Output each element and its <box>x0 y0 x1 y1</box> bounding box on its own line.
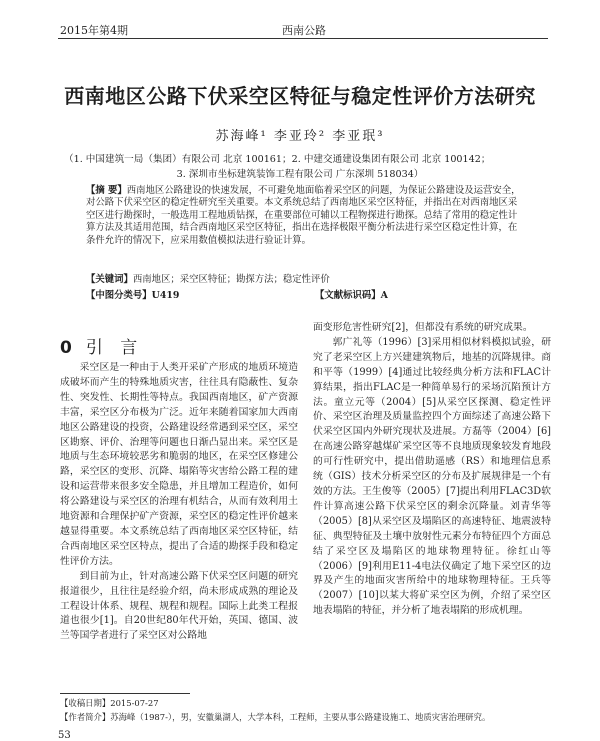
section-heading <box>60 333 143 358</box>
affiliation-line-2: 3. 深圳市坐标建筑装饰工程有限公司 广东深圳 518034） <box>176 169 424 180</box>
abstract <box>86 185 526 247</box>
journal-name: 西南公路 <box>282 24 326 37</box>
paragraph: 到目前为止，针对高速公路下伏采空区问题的研究报道很少，且往往是经验介绍，尚未形成成熟的理论及工程设计体系、规程、规程和规程。国际上此类工程报道也很少[1]。自20世纪80年代开始，英国、德国、波兰等国学者进行了采空区对公路地 <box>60 570 298 642</box>
section-number: 0 <box>60 338 72 358</box>
doc-code-value: A <box>380 290 388 301</box>
footnote-rule <box>60 693 190 694</box>
received-date: 【收稿日期】2015-07-27 <box>60 698 159 708</box>
authors: 苏海峰¹ 李亚玲² 李亚珉³ <box>215 129 385 144</box>
affiliation-line-1: （1. 中国建筑一局（集团）有限公司 北京 100161；2. 中建交通建设集团有限公司 北京 100142； <box>64 154 491 165</box>
classification-value: U419 <box>151 290 180 301</box>
classification-label: 【中图分类号】 <box>86 290 152 301</box>
keywords <box>86 271 526 285</box>
section-title: 引 言 <box>85 338 144 358</box>
header-rule <box>58 38 548 39</box>
author-info: 【作者简介】苏海峰（1987-），男，安徽巢湖人，大学本科，工程师，主要从事公路建设施工、地质灾害治理研究。 <box>60 712 491 722</box>
article-title: 西南地区公路下伏采空区特征与稳定性评价方法研究 <box>64 84 536 108</box>
keywords-text: 西南地区；采空区特征；勘探方法；稳定性评价 <box>132 274 330 285</box>
doc-code-label: 【文献标识码】 <box>315 290 381 301</box>
issue-label: 2015年第4期 <box>60 24 128 37</box>
page-number: 53 <box>58 730 71 741</box>
abstract-text: 西南地区公路建设的快速发展，不可避免地面临着采空区的问题，为保证公路建设及运营安全，对公路下伏采空区的稳定性研究至关重要。本文系统总结了西南地区采空区特征，并指出在对西南地区采空区进行勘探时，一般选用工程地质钻探，在重要部位可辅以工程物探进行勘探。总结了常用的稳定性计算方法及其适用范围，结合西南地区采空区特征，指出在选择极限平衡分析法进行采空区稳定性计算，在条件允许的情况下，应采用数值模拟法进行验证计算。 <box>86 185 521 246</box>
classification <box>86 287 179 301</box>
body-right-column <box>313 321 551 619</box>
paragraph: 面变形危害性研究[2]，但都没有系统的研究成果。 <box>313 322 533 333</box>
document-code <box>315 287 388 301</box>
paragraph: 郭广礼等（1996）[3]采用相似材料模拟试验，研究了老采空区上方兴建建筑物后，地基的沉降规律。商和平等（1999）[4]通过比较经典分析方法和FLAC计算结果，指出FLAC是一种简单易行的采场沉陷预计方法。童立元等（2004）[5]从采空区探测、稳定性评价、采空区治理及质量监控四个方面综述了高速公路下伏采空区国内外研究现状及进展。方磊等（2004）[6]在高速公路穿越煤矿采空区等不良地质现象较发育地段的可行性研究中，提出借助遥感（RS）和地理信息系统（GIS）技术分析采空区的分布及扩展规律是一个有效的方法。王生俊等（2005）[7]提出利用FLAC3D软件计算高速公路下伏采空区的剩余沉降量。刘青华等（2005）[8]从采空区及塌陷区的高速特征、地震波特征、典型特征及土壤中放射性元素分布特征四个方面总结了采空区及塌陷区的地球物理特征。徐红山等（2006）[9]利用E11-4电法仪确定了地下采空区的边界及产生的地面灾害所给中的地球物理特征。王兵等（2007）[10]以某大将矿采空区为例，介绍了采空区地表塌陷的特征，并分析了地表塌陷的形成机理。 <box>313 336 551 617</box>
keywords-label: 【关键词】 <box>86 274 133 285</box>
body-left-column <box>60 361 298 644</box>
paragraph: 采空区是一种由于人类开采矿产形成的地质环境造成破坏而产生的特殊地质灾害，往往具有隐蔽性、复杂性、突发性、长期性等特点。我国西南地区，矿产资源丰富，采空区分布极为广泛。近年来随着国家加大西南地区公路建设的投资，公路建设经常遇到采空区，采空区勘察、评价、治理等问题也日渐凸显出来。采空区是地质与生态环境较恶劣和脆弱的地区，在采空区修建公路，采空区的变形、沉降、塌陷等灾害给公路工程的建设和运营带来很多安全隐患，并且增加工程造价，如何将公路建设与采空区的治理有机结合，从而有效利用土地资源和合理保护矿产资源，采空区的稳定性评价越来越显得重要。本文系统总结了西南地区采空区特征，结合西南地区采空区特点，提出了合适的勘探手段和稳定性评价方法。 <box>60 362 298 567</box>
abstract-label: 【摘 要】 <box>86 185 127 196</box>
